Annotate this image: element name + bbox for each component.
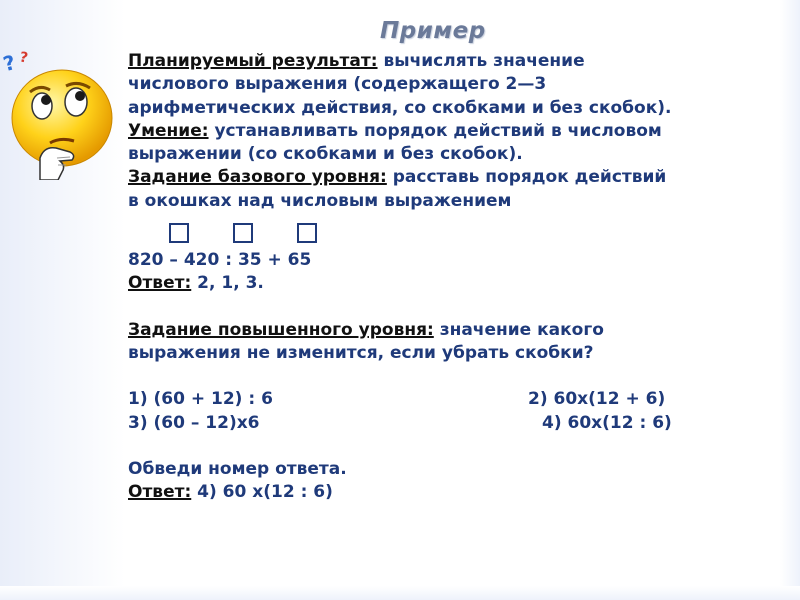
numeric-expression: 820 – 420 : 35 + 65 (128, 250, 312, 271)
skill-line2: выражении (со скобками и без скобок). (128, 144, 523, 165)
svg-text:?: ? (0, 50, 19, 77)
skill-text: устанавливать порядок действий в числовом (208, 120, 662, 141)
advanced-task-label: Задание повышенного уровня: (128, 319, 434, 340)
slide-content (128, 50, 778, 504)
option-3: 3) (60 – 12)х6 (128, 412, 260, 433)
svg-text:?: ? (18, 49, 30, 67)
answer2-label: Ответ: (128, 482, 192, 503)
spacer (128, 296, 778, 319)
options-row1 (128, 388, 778, 411)
planned-result-label: Планируемый результат: (128, 51, 378, 71)
order-boxes (128, 223, 778, 243)
bottom-gradient (0, 586, 800, 600)
basic-task-line2: в окошках над числовым выражением (128, 190, 512, 211)
advanced-task-text: значение какого (433, 319, 604, 340)
answer1-value: 2, 1, 3. (191, 273, 264, 294)
answer2-value: 4) 60 х(12 : 6) (191, 482, 333, 503)
advanced-task-line2: выражения не изменится, если убрать скобки? (128, 342, 594, 363)
option-2: 2) 60х(12 + 6) (528, 389, 666, 410)
planned-result-line3: арифметических действия, со скобками и без скобок). (128, 97, 672, 118)
basic-task-label: Задание базового уровня: (128, 167, 387, 188)
spacer (128, 435, 778, 458)
answer2-line (128, 481, 778, 504)
option-4: 4) 60х(12 : 6) (542, 412, 672, 433)
basic-task-text: расставь порядок действий (386, 167, 667, 188)
answer1-line (128, 272, 778, 295)
spacer (128, 365, 778, 388)
skill-label: Умение: (128, 120, 209, 141)
right-gradient (780, 0, 800, 600)
answer1-label: Ответ: (128, 273, 192, 294)
skill-line1 (128, 120, 778, 143)
advanced-task-line1 (128, 319, 778, 342)
empty-box-icon[interactable] (297, 223, 317, 243)
planned-result-text: вычислять значение (377, 51, 585, 71)
empty-box-icon[interactable] (169, 223, 189, 243)
slide-title: Пример (380, 18, 486, 44)
empty-box-icon[interactable] (233, 223, 253, 243)
instruction: Обведи номер ответа. (128, 458, 347, 479)
planned-result-line2: числового выражения (содержащего 2—3 (128, 74, 547, 95)
planned-result-line1 (128, 50, 778, 73)
basic-task-line1 (128, 166, 778, 189)
thinking-face-icon (0, 40, 120, 180)
option-1: 1) (60 + 12) : 6 (128, 389, 273, 410)
options-row2 (128, 412, 778, 435)
